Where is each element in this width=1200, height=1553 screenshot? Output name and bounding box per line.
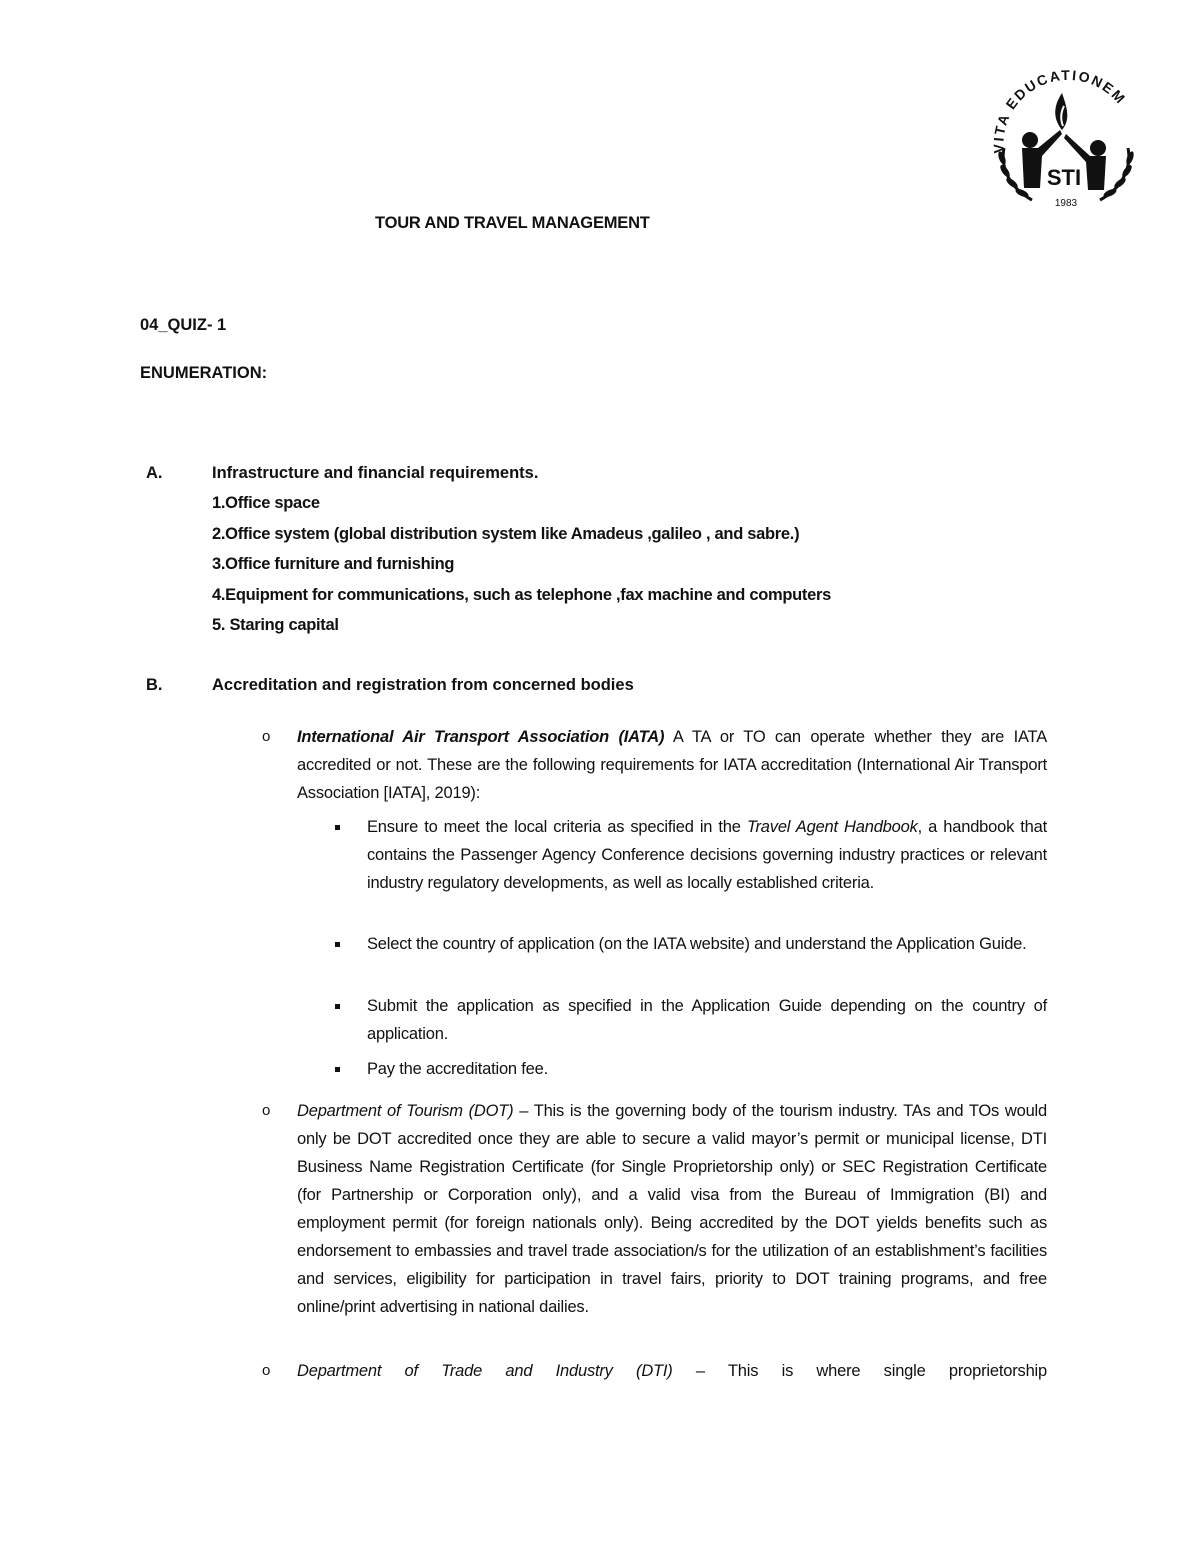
requirement-text: , a handbook that contains the Passenger Agency Conference decisions governing industry practices or relevant industry regulatory developments, as well as locally established criteria. [367,818,1047,892]
square-bullet-icon [335,825,340,830]
sti-logo-icon [982,58,1142,213]
iata-paragraph [297,723,1047,807]
section-a-item: 4.Equipment for communications, such as telephone ,fax machine and computers [212,586,832,604]
iata-text: A TA or TO can operate whether they are IATA accredited or not. These are the following requirements for IATA accreditation (International Air Transport Association [IATA], 2019): [297,728,1047,802]
square-bullet-icon [335,1067,340,1072]
document-title: TOUR AND TRAVEL MANAGEMENT [375,214,650,232]
section-a-letter: A. [146,464,163,482]
iata-name: International Air Transport Association (IATA) [297,728,665,746]
iata-requirement [367,813,1047,897]
section-b-letter: B. [146,676,163,694]
dti-text: – This is where single proprietorship [672,1362,1047,1380]
requirement-text: Ensure to meet the local criteria as specified in the [367,818,747,836]
logo-name: STI [1046,165,1082,190]
section-label: ENUMERATION: [140,364,268,382]
circle-bullet-icon: o [262,728,271,745]
section-a-item: 2.Office system (global distribution system like Amadeus ,galileo , and sabre.) [212,525,800,543]
iata-requirement: Pay the accreditation fee. [367,1060,548,1078]
handbook-title: Travel Agent Handbook [746,818,918,836]
circle-bullet-icon: o [262,1102,271,1119]
dti-paragraph [297,1357,1047,1385]
section-a-item: 3.Office furniture and furnishing [212,555,455,573]
section-a-item: 1.Office space [212,494,320,512]
dti-name: Department of Trade and Industry (DTI) [297,1362,673,1380]
dot-paragraph [297,1097,1047,1321]
dot-text: – This is the governing body of the tourism industry. TAs and TOs would only be DOT accredited once they are able to secure a valid mayor’s permit or municipal license, DTI Business Name Registration Certificate (for Single Proprietorship only) or SEC Registration Certificate (for Partnership or Corporation only), and a valid visa from the Bureau of Immigration (BI) and employment permit (for foreign nationals only). Being accredited by the DOT yields benefits such as endorsement to embassies and travel trade association/s for the utilization of an establishment’s facilities and services, eligibility for participation in travel fairs, priority to DOT training programs, and free online/print advertising in national dailies. [297,1102,1047,1316]
logo-motto: VITA EDUCATIONEM [990,66,1130,154]
section-a-item: 5. Staring capital [212,616,339,634]
section-b-heading: Accreditation and registration from concerned bodies [212,676,634,694]
quiz-label: 04_QUIZ- 1 [140,316,227,334]
square-bullet-icon [335,942,340,947]
circle-bullet-icon: o [262,1362,271,1379]
section-a-heading: Infrastructure and financial requirements. [212,464,539,482]
square-bullet-icon [335,1004,340,1009]
dot-name: Department of Tourism (DOT) [297,1102,514,1120]
logo-year: 1983 [1054,198,1078,209]
iata-requirement: Submit the application as specified in the Application Guide depending on the country of application. [367,997,1047,1043]
iata-requirement: Select the country of application (on the IATA website) and understand the Application Guide. [367,935,1027,953]
